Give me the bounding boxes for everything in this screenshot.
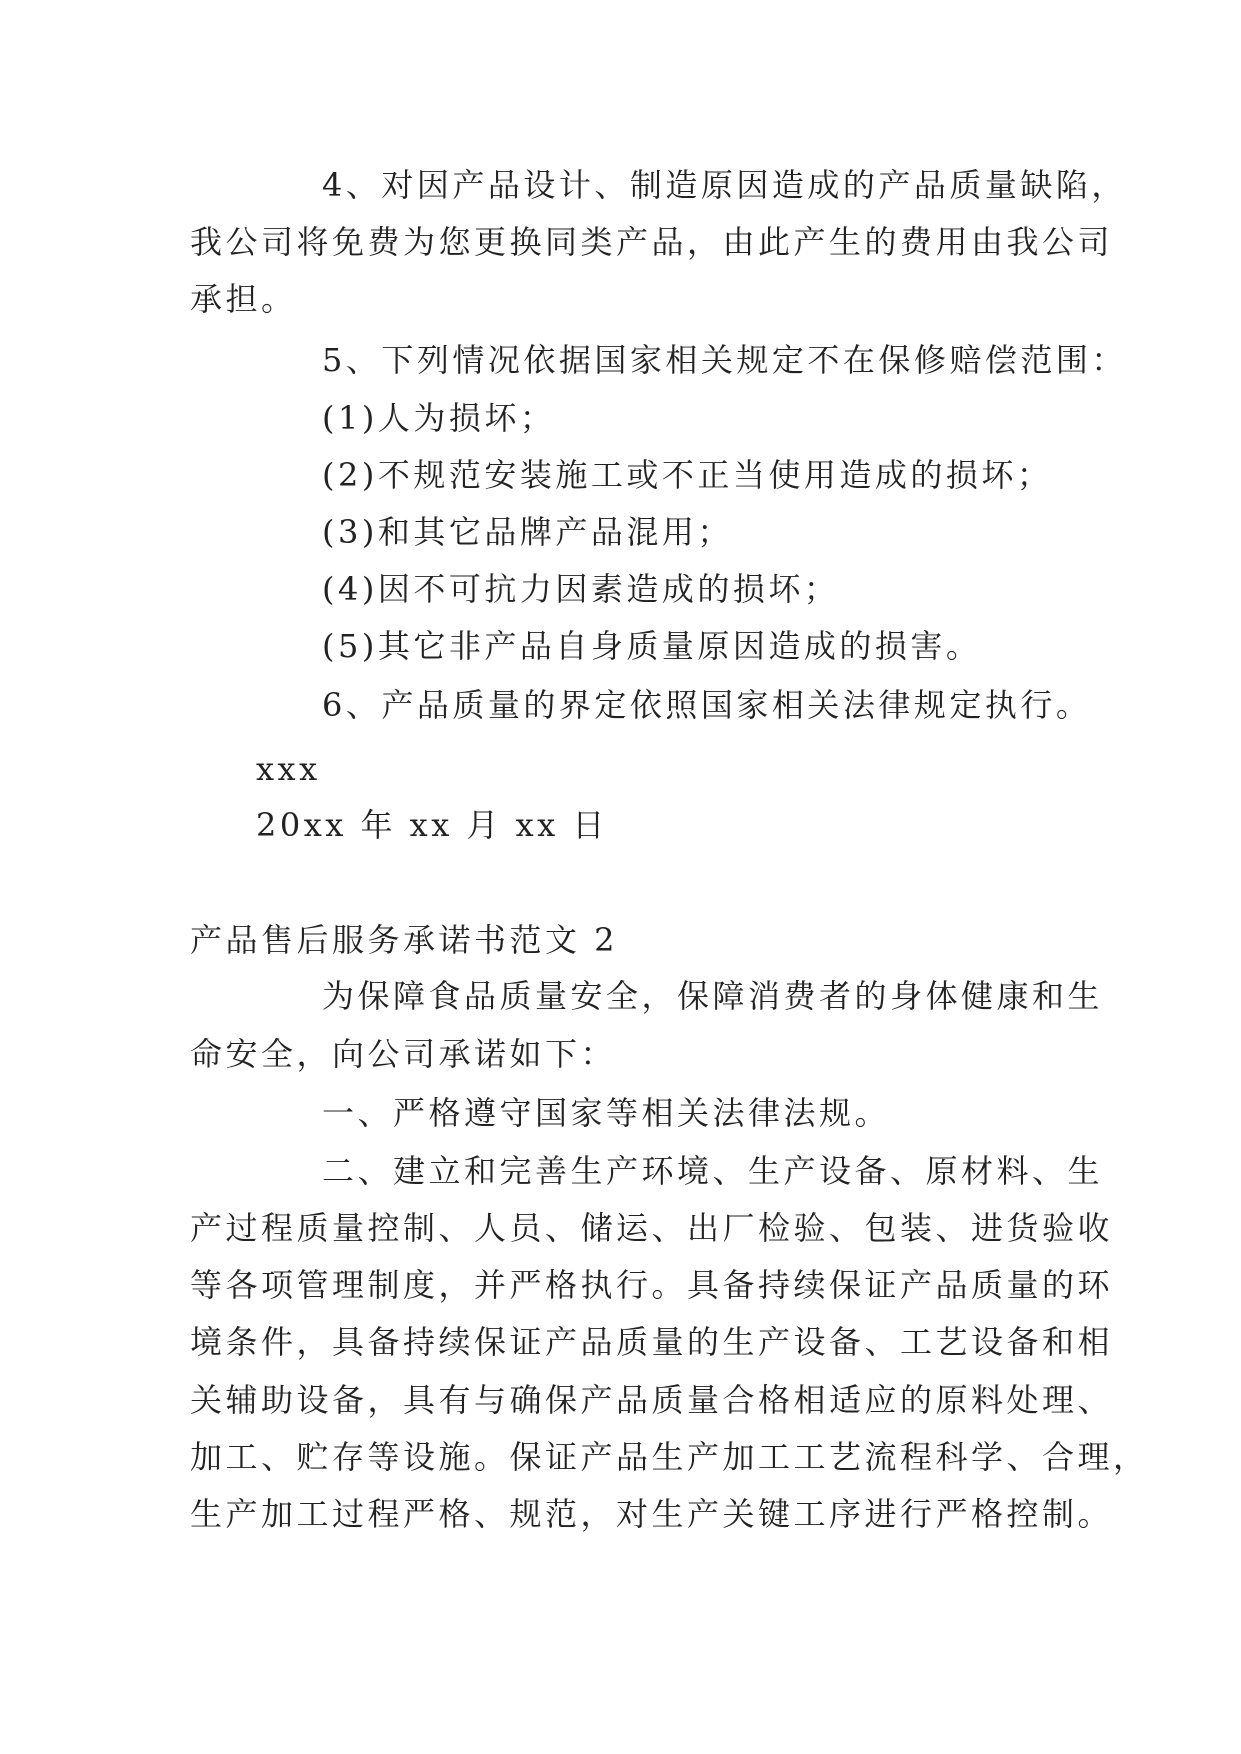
signature-name: xxx: [256, 750, 321, 788]
section2-point2-line-3: 等各项管理制度，并严格执行。具备持续保证产品质量的环: [190, 1266, 1114, 1304]
section2-point2-line-6: 加工、贮存等设施。保证产品生产加工工艺流程科学、合理，: [190, 1438, 1149, 1476]
item5-subitem-1: (1)人为损坏；: [322, 399, 556, 437]
item5-subitem-5: (5)其它非产品自身质量原因造成的损害。: [322, 627, 982, 665]
item4-line-3: 承担。: [190, 280, 297, 318]
section2-intro-line-1: 为保障食品质量安全，保障消费者的身体健康和生: [322, 977, 1104, 1015]
item4-line-1: 4、对因产品设计、制造原因造成的产品质量缺陷，: [322, 166, 1127, 204]
item5-subitem-3: (3)和其它品牌产品混用；: [322, 513, 733, 551]
section2-point2-line-5: 关辅助设备，具有与确保产品质量合格相适应的原料处理、: [190, 1381, 1114, 1419]
section2-point2-line-2: 产过程质量控制、人员、储运、出厂检验、包装、进货验收: [190, 1209, 1114, 1247]
item6-line: 6、产品质量的界定依照国家相关法律规定执行。: [322, 686, 1092, 724]
section2-title: 产品售后服务承诺书范文 2: [190, 921, 619, 959]
item5-intro: 5、下列情况依据国家相关规定不在保修赔偿范围：: [322, 341, 1127, 379]
section2-point2-line-4: 境条件，具备持续保证产品质量的生产设备、工艺设备和相: [190, 1323, 1114, 1361]
section2-point2-line-7: 生产加工过程严格、规范，对生产关键工序进行严格控制。: [190, 1495, 1114, 1533]
section2-point1: 一、严格遵守国家等相关法律法规。: [322, 1094, 891, 1132]
item5-subitem-4: (4)因不可抗力因素造成的损坏；: [322, 570, 840, 608]
section2-point2-line-1: 二、建立和完善生产环境、生产设备、原材料、生: [322, 1152, 1104, 1190]
item5-subitem-2: (2)不规范安装施工或不正当使用造成的损坏；: [322, 456, 1053, 494]
section2-intro-line-2: 命安全，向公司承诺如下：: [190, 1035, 617, 1073]
signature-date: 20xx 年 xx 月 xx 日: [256, 806, 608, 844]
item4-line-2: 我公司将免费为您更换同类产品，由此产生的费用由我公司: [190, 223, 1114, 261]
